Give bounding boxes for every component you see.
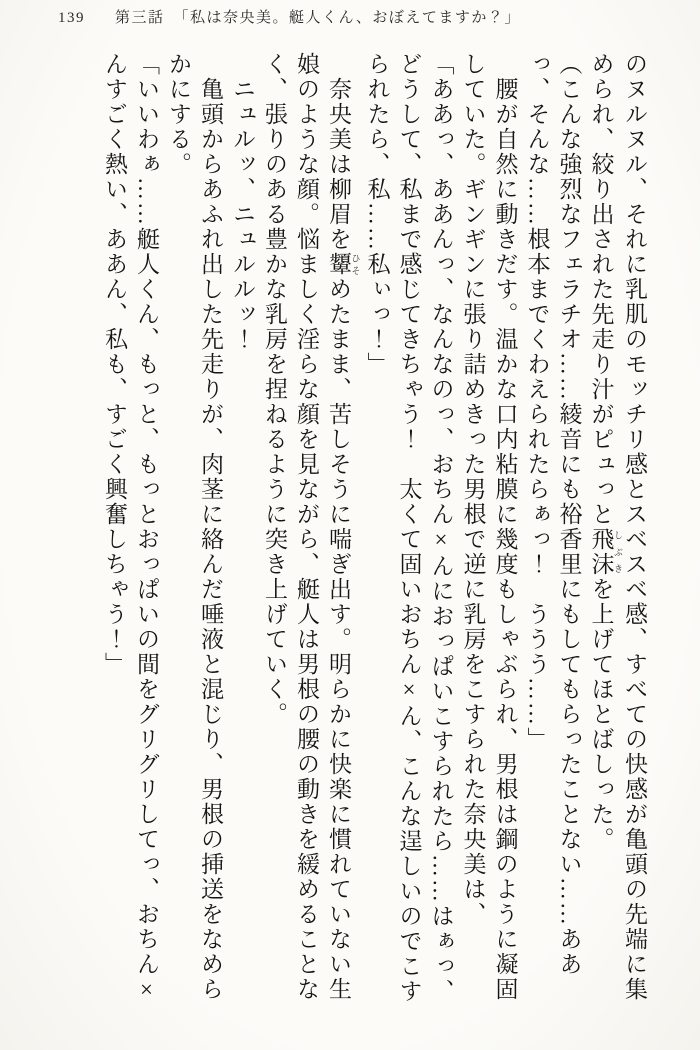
paragraph: のヌルヌル、それに乳肌のモッチリ感とスベスベ感、すべての快感が亀頭の先端に集められ、絞り出された先走り汁がピュっと飛沫 しぶきを上げてほとばしった。 — [588, 52, 647, 1002]
ruby-annotated-word: 飛沫 しぶき — [588, 527, 623, 577]
paragraph: 「いいわぁ……艇人くん、もっと、もっとおっぱいの間をグリグリしてっ、おちん×んすごく熱い、ああん、私も、すごく興奮しちゃう！」 — [102, 52, 159, 1004]
paragraph: 亀頭からあふれ出した先走りが、肉茎に絡んだ唾液と混じり、男根の挿送をなめらかにする。 — [166, 52, 223, 1002]
paragraph: （こんな強烈なフェラチオ……綾音にも裕香里にもしてもらったことない……ああっ、そんな……根本までくわえられたらぁっ！ ううう……」 — [524, 52, 582, 977]
paragraph: 「ああっ、ああんっ、なんなのっ、おちん×んにおっぱいこすられたら……はぁっ、どうして、私まで感じてきちゃう！ 太くて固いおちん×ん、こんな逞しいのでこすられたら、私……私ぃっ！」 — [364, 52, 454, 1004]
running-head — [58, 6, 521, 27]
paragraph: ニュルッ、ニュルルッ！ — [230, 52, 255, 352]
ruby-annotated-word: 顰 ひそ — [326, 252, 361, 277]
chapter-title: 第三話 「私は奈央美。艇人くん、おぼえてますか？」 — [115, 10, 521, 26]
page-number: 139 — [58, 10, 85, 26]
paragraph: 腰が自然に動きだす。温かな口内粘膜に幾度もしゃぶられ、男根は鋼のように凝固していた。ギンギンに張り詰めきった男根で逆に乳房をこすられた奈央美は、 — [460, 52, 518, 1002]
page-body — [98, 52, 650, 1010]
paragraph: 奈央美は柳眉を顰 ひそめたまま、苦しそうに喘ぎ出す。明らかに快楽に慣れていない生娘のような顔。悩ましく淫らな顔を見ながら、艇人は男根の腰の動きを緩めることなく、張りのある豊かな乳房を捏ねるように突き上げていく。 — [262, 52, 361, 1002]
